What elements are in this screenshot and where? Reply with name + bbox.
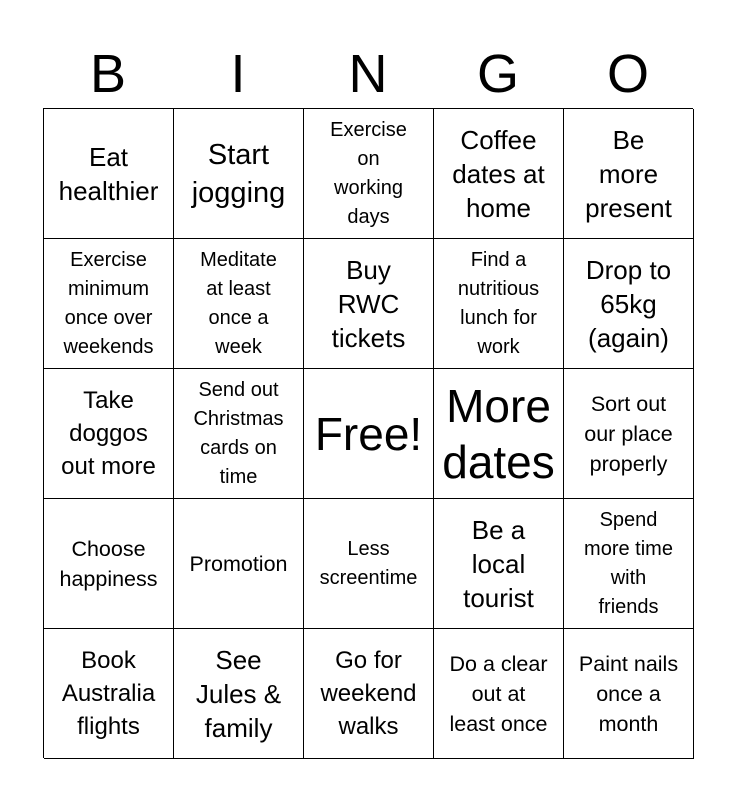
cell-label: Do a clear out at least once bbox=[449, 651, 548, 736]
cell-label: Paint nails once a month bbox=[578, 651, 679, 736]
cell-label: Start jogging bbox=[191, 138, 286, 209]
cell-label: Spend more time with friends bbox=[584, 508, 673, 618]
bingo-cell-r1c4[interactable] bbox=[434, 109, 564, 239]
bingo-cell-r5c3[interactable] bbox=[304, 629, 434, 759]
bingo-cell-r3c1[interactable] bbox=[44, 369, 174, 499]
bingo-header bbox=[43, 40, 693, 108]
bingo-cell-r5c2[interactable] bbox=[174, 629, 304, 759]
cell-label: Eat healthier bbox=[58, 141, 159, 206]
cell-label: Coffee dates at home bbox=[452, 124, 545, 223]
cell-label: Less screentime bbox=[319, 537, 418, 589]
cell-label: Promotion bbox=[189, 551, 288, 576]
bingo-cell-r3c4[interactable] bbox=[434, 369, 564, 499]
bingo-cell-r3c2[interactable] bbox=[174, 369, 304, 499]
cell-label: Choose happiness bbox=[59, 536, 158, 591]
bingo-cell-r5c1[interactable] bbox=[44, 629, 174, 759]
bingo-cell-r4c3[interactable] bbox=[304, 499, 434, 629]
bingo-cell-r2c3[interactable] bbox=[304, 239, 434, 369]
header-letter-o: O bbox=[606, 44, 649, 104]
bingo-cell-r3c5[interactable] bbox=[564, 369, 694, 499]
bingo-cell-r5c4[interactable] bbox=[434, 629, 564, 759]
bingo-cell-r2c5[interactable] bbox=[564, 239, 694, 369]
cell-label: Be a local tourist bbox=[463, 514, 534, 613]
bingo-cell-r4c1[interactable] bbox=[44, 499, 174, 629]
bingo-cell-r4c4[interactable] bbox=[434, 499, 564, 629]
bingo-grid bbox=[43, 108, 693, 758]
cell-label: Book Australia flights bbox=[61, 647, 156, 740]
bingo-cell-r2c4[interactable] bbox=[434, 239, 564, 369]
bingo-cell-r5c5[interactable] bbox=[564, 629, 694, 759]
cell-label: Exercise on working days bbox=[330, 118, 407, 228]
cell-label: Buy RWC tickets bbox=[331, 254, 406, 353]
bingo-cell-r1c5[interactable] bbox=[564, 109, 694, 239]
bingo-cell-r4c5[interactable] bbox=[564, 499, 694, 629]
cell-label: Meditate at least once a week bbox=[200, 248, 277, 358]
header-letter-n: N bbox=[348, 44, 388, 104]
cell-label: Exercise minimum once over weekends bbox=[63, 248, 154, 358]
cell-label: Sort out our place properly bbox=[584, 391, 673, 476]
cell-label: Find a nutritious lunch for work bbox=[457, 248, 540, 358]
cell-label: Send out Christmas cards on time bbox=[193, 378, 284, 488]
bingo-cell-r1c3[interactable] bbox=[304, 109, 434, 239]
free-space-label: Free! bbox=[314, 407, 423, 460]
cell-label: Drop to 65kg (again) bbox=[585, 254, 672, 353]
cell-label: Go for weekend walks bbox=[320, 647, 417, 740]
cell-label: Be more present bbox=[585, 124, 672, 223]
header-letter-b: B bbox=[89, 44, 127, 104]
header-letter-i: I bbox=[230, 44, 246, 104]
cell-label: See Jules & family bbox=[195, 644, 282, 743]
bingo-cell-r2c2[interactable] bbox=[174, 239, 304, 369]
bingo-cell-r1c1[interactable] bbox=[44, 109, 174, 239]
header-letter-g: G bbox=[476, 44, 519, 104]
cell-label: More dates bbox=[442, 379, 555, 488]
cell-label: Take doggos out more bbox=[61, 387, 156, 480]
bingo-cell-r2c1[interactable] bbox=[44, 239, 174, 369]
bingo-cell-free[interactable] bbox=[304, 369, 434, 499]
bingo-cell-r1c2[interactable] bbox=[174, 109, 304, 239]
bingo-cell-r4c2[interactable] bbox=[174, 499, 304, 629]
